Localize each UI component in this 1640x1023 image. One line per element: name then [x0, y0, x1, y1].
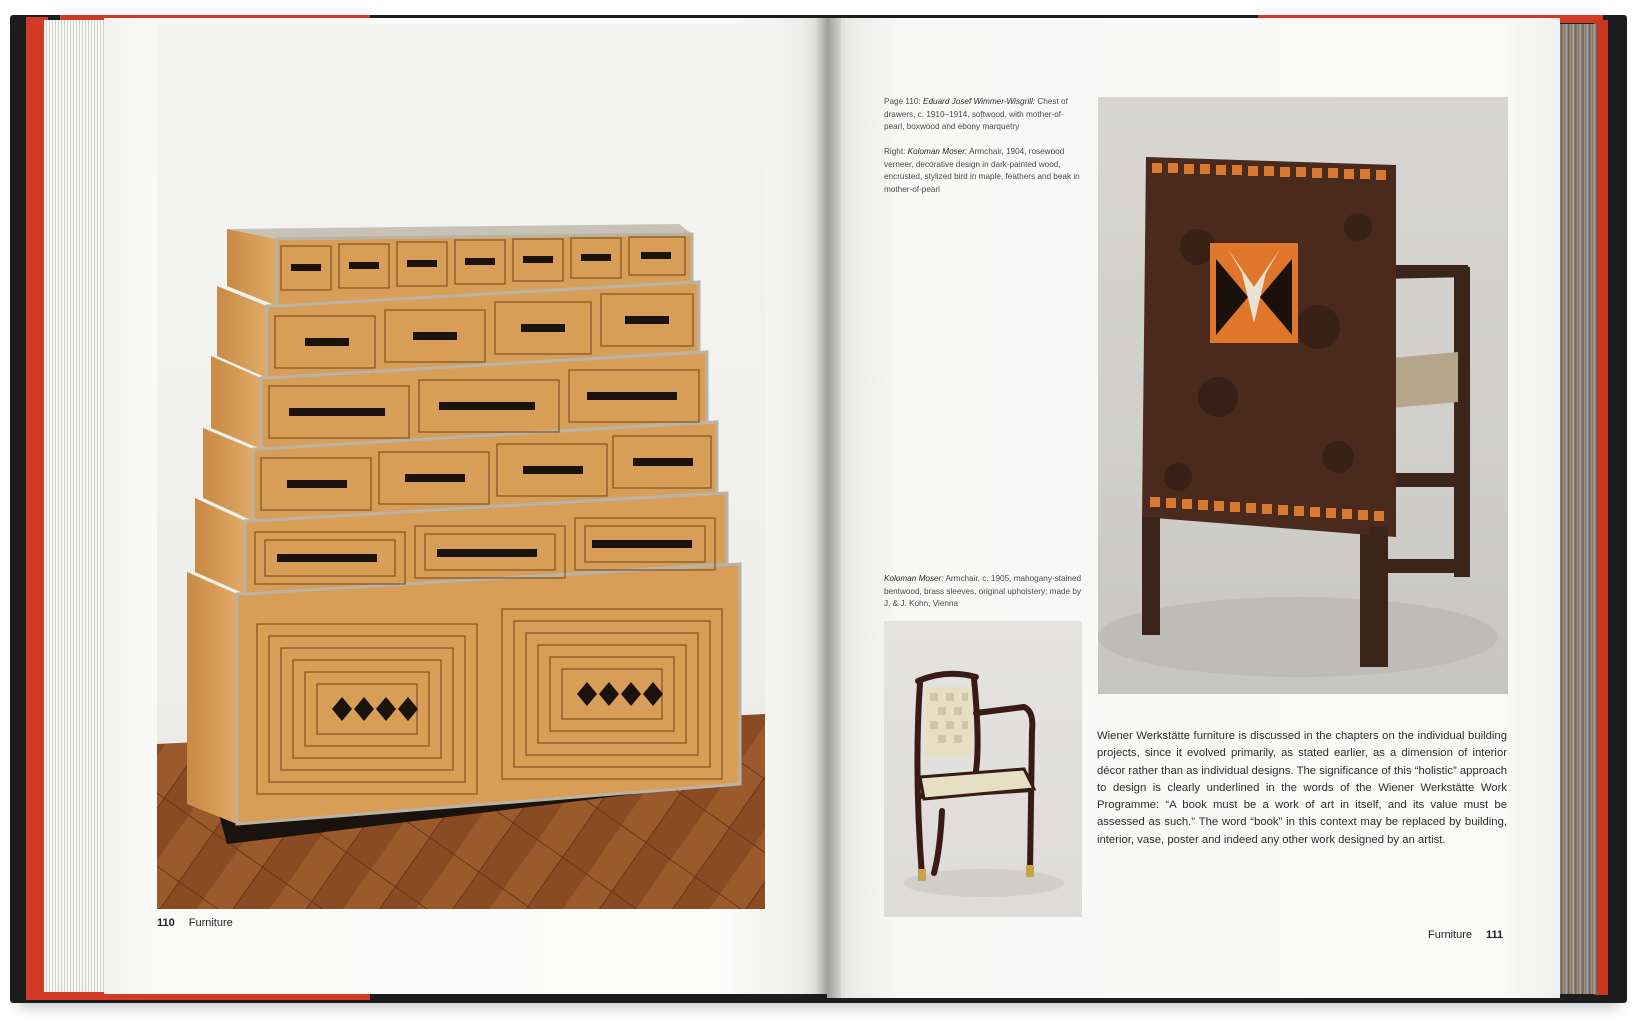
chest-of-drawers-photo [157, 24, 765, 909]
caption-kohn-armchair [884, 573, 1084, 611]
moser-armchair-photo [1098, 97, 1508, 694]
caption-chest [884, 96, 1080, 134]
caption-chest-prefix: Page 110: [884, 97, 923, 106]
body-paragraph: Wiener Werkstätte furniture is discussed in the chapters on the individual building projects, since it evolved primarily, as stated earlier, as a dimension of interior décor rather than as individual designs. The significance of this “holistic” approach to design is clearly underlined in the words of the Wiener Werkstätte Work Programme: “A book must be a work of art in itself, and its value must be assessed as such.” The word “book” in this context may be replaced by building, interior, vase, poster and indeed any other work designed by an artist. [1097, 730, 1507, 846]
book-gutter [815, 18, 841, 998]
caption-chest-text: Chest of drawers, c. 1910–1914, softwood, with mother-of-pearl, boxwood and ebony marquetry [884, 97, 1068, 131]
caption-kohn-text: Armchair, c. 1905, mahogany-stained bentwood, brass sleeves, original upholstery; made by J. & J. Kohn, Vienna [884, 574, 1082, 608]
page-edges-left [44, 20, 108, 992]
left-folio [157, 917, 233, 929]
left-page-number: 110 [157, 917, 175, 929]
caption-moser-artist: Koloman Moser: [907, 147, 968, 156]
left-running-head: Furniture [188, 917, 233, 929]
right-page-number: 111 [1486, 929, 1504, 941]
caption-moser-text: Armchair, 1904, rosewood verneer, decorative design in dark-painted wood, encrusted, stylized bird in maple, feathers and beak in mother-of-pearl [884, 147, 1080, 194]
caption-moser-prefix: Right: [884, 147, 908, 156]
caption-chest-artist: Eduard Josef Wimmer-Wisgrill: [923, 97, 1036, 106]
page-edges-right [1555, 24, 1597, 994]
caption-kohn-artist: Koloman Moser: [884, 574, 944, 583]
right-running-head: Furniture [1428, 929, 1473, 941]
caption-moser-armchair [884, 146, 1080, 196]
right-folio [1428, 929, 1503, 941]
kohn-armchair-photo [884, 621, 1082, 917]
